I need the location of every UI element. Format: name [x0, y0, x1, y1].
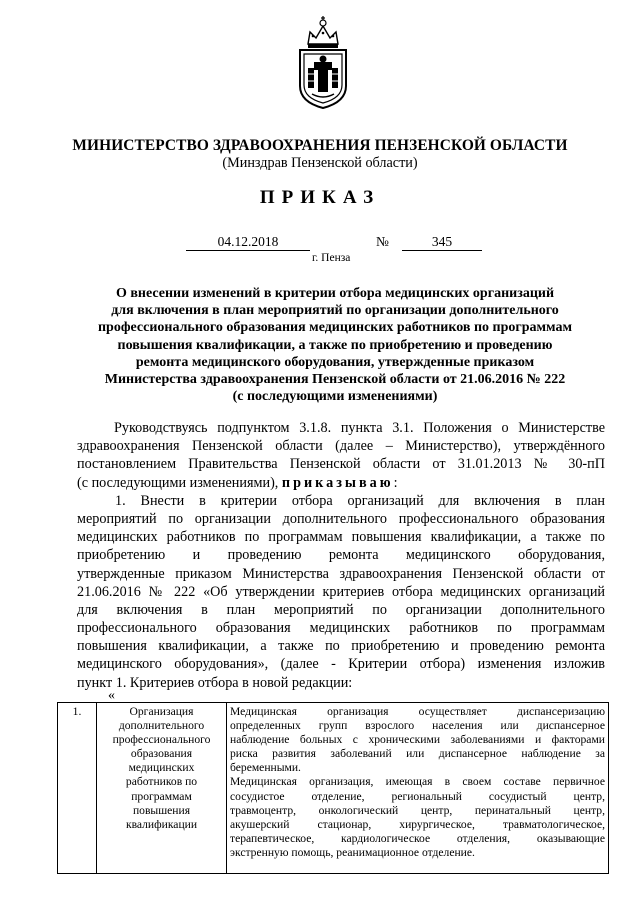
table-row [58, 703, 609, 874]
name-line: квалификации [125, 817, 198, 831]
description-line: наблюдение больных с хроническими заболеваниями и факторами [230, 733, 605, 747]
ministry-short-name: (Минздрав Пензенской области) [222, 155, 418, 171]
body-line: для включения в план мероприятий по организации дополнительного [77, 601, 605, 618]
description-line: Медицинская организация, имеющая в своем составе первичное [230, 775, 605, 789]
order-word: приказываю [281, 474, 394, 491]
name-line: профессионального [112, 733, 211, 747]
body-text: : [393, 474, 398, 491]
description-line: риска развития заболеваний или диспансерное наблюдение за [230, 747, 605, 761]
body-line: утвержденные приказом Министерства здравоохранения Пензенской области от [77, 565, 605, 582]
subject-line: для включения в план мероприятий по организации дополнительного [111, 303, 559, 319]
description-line: акушерский стационар, хирургическое, травматологическое, [230, 817, 605, 831]
description-line: Медицинская организация осуществляет диспансеризацию [230, 705, 605, 718]
body-text: (с последующими изменениями), [77, 474, 279, 491]
order-date: 04.12.2018 [186, 234, 310, 251]
coat-of-arms-icon [296, 14, 350, 110]
ministry-name: МИНИСТЕРСТВО ЗДРАВООХРАНЕНИЯ ПЕНЗЕНСКОЙ ОБЛАСТИ [72, 137, 568, 154]
description-line: терапевтическое, кардиологическое отделения, оказывающие [230, 831, 605, 845]
description-line: травмоцентр, онкологический центр, перинатальный центр, [230, 803, 605, 817]
name-line: медицинских [128, 761, 195, 775]
document-type: ПРИКАЗ [259, 187, 381, 208]
city-label: г. Пенза [312, 252, 351, 264]
subject-line: Министерства здравоохранения Пензенской области от 21.06.2016 № 222 [104, 372, 566, 388]
description-line: экстренную помощь, реанимационное отделение. [230, 845, 475, 859]
description-line: определенных групп взрослого населения или диспансерное [230, 719, 605, 733]
name-line: Организация [129, 705, 194, 718]
body-line: постановлением Правительства Пензенской области от 31.01.2013 № 30-пП [77, 456, 605, 473]
body-line: здравоохранения Пензенской области (далее – Министерство), утверждённого [77, 438, 605, 455]
subject-line: повышения квалификации, а также по приобретению и проведению [117, 337, 553, 353]
subject-line: профессионального образования медицинских работников по программам [97, 320, 573, 336]
body-line: приобретению и проведению ремонта медицинского оборудования, [77, 547, 605, 564]
criterion-name [97, 703, 227, 874]
description-line: беременными. [230, 761, 301, 775]
subject-line: (с последующими изменениями) [232, 389, 438, 405]
body-line: 1. Внести в критерии отбора организаций для включения в план [115, 492, 605, 509]
criteria-table [57, 702, 609, 874]
subject-line: ремонта медицинского оборудования, утвержденные приказом [135, 354, 535, 370]
order-number: 345 [402, 234, 482, 251]
criterion-description [227, 703, 609, 874]
name-line: программам [131, 789, 192, 803]
body-line: повышения квалификации, а также по приобретению и проведению ремонта [77, 638, 605, 655]
row-number: 1. [58, 703, 97, 874]
name-line: повышения [132, 803, 191, 817]
body-line: медицинских работников по программам повышения квалификации, а также по [77, 529, 605, 546]
subject-line: О внесении изменений в критерии отбора медицинских организаций [115, 286, 555, 301]
body-line: пункт 1. Критериев отбора в новой редакции: [77, 674, 353, 691]
body-line: Руководствуясь подпунктом 3.1.8. пункта 3.1. Положения о Министерстве [114, 420, 605, 436]
opening-quote: « [108, 688, 115, 703]
body-line: мероприятий по организации дополнительного профессионального образования [77, 510, 605, 527]
number-sign: № [376, 234, 389, 249]
body-line: 21.06.2016 № 222 «Об утверждении критериев отбора медицинских организаций [77, 583, 605, 600]
body-line: медицинского оборудования», (далее - Критерии отбора) изменения изложив [77, 656, 605, 673]
order-subject [80, 285, 590, 405]
body-line-order [77, 474, 605, 492]
name-line: работников по [125, 775, 198, 789]
order-body [77, 419, 605, 692]
name-line: образования [130, 747, 193, 761]
name-line: дополнительного [118, 719, 205, 733]
description-line: сосудистое отделение, региональный сосудистый центр, [230, 789, 605, 803]
body-line: профессионального образования медицинских работников по программам [77, 620, 605, 637]
